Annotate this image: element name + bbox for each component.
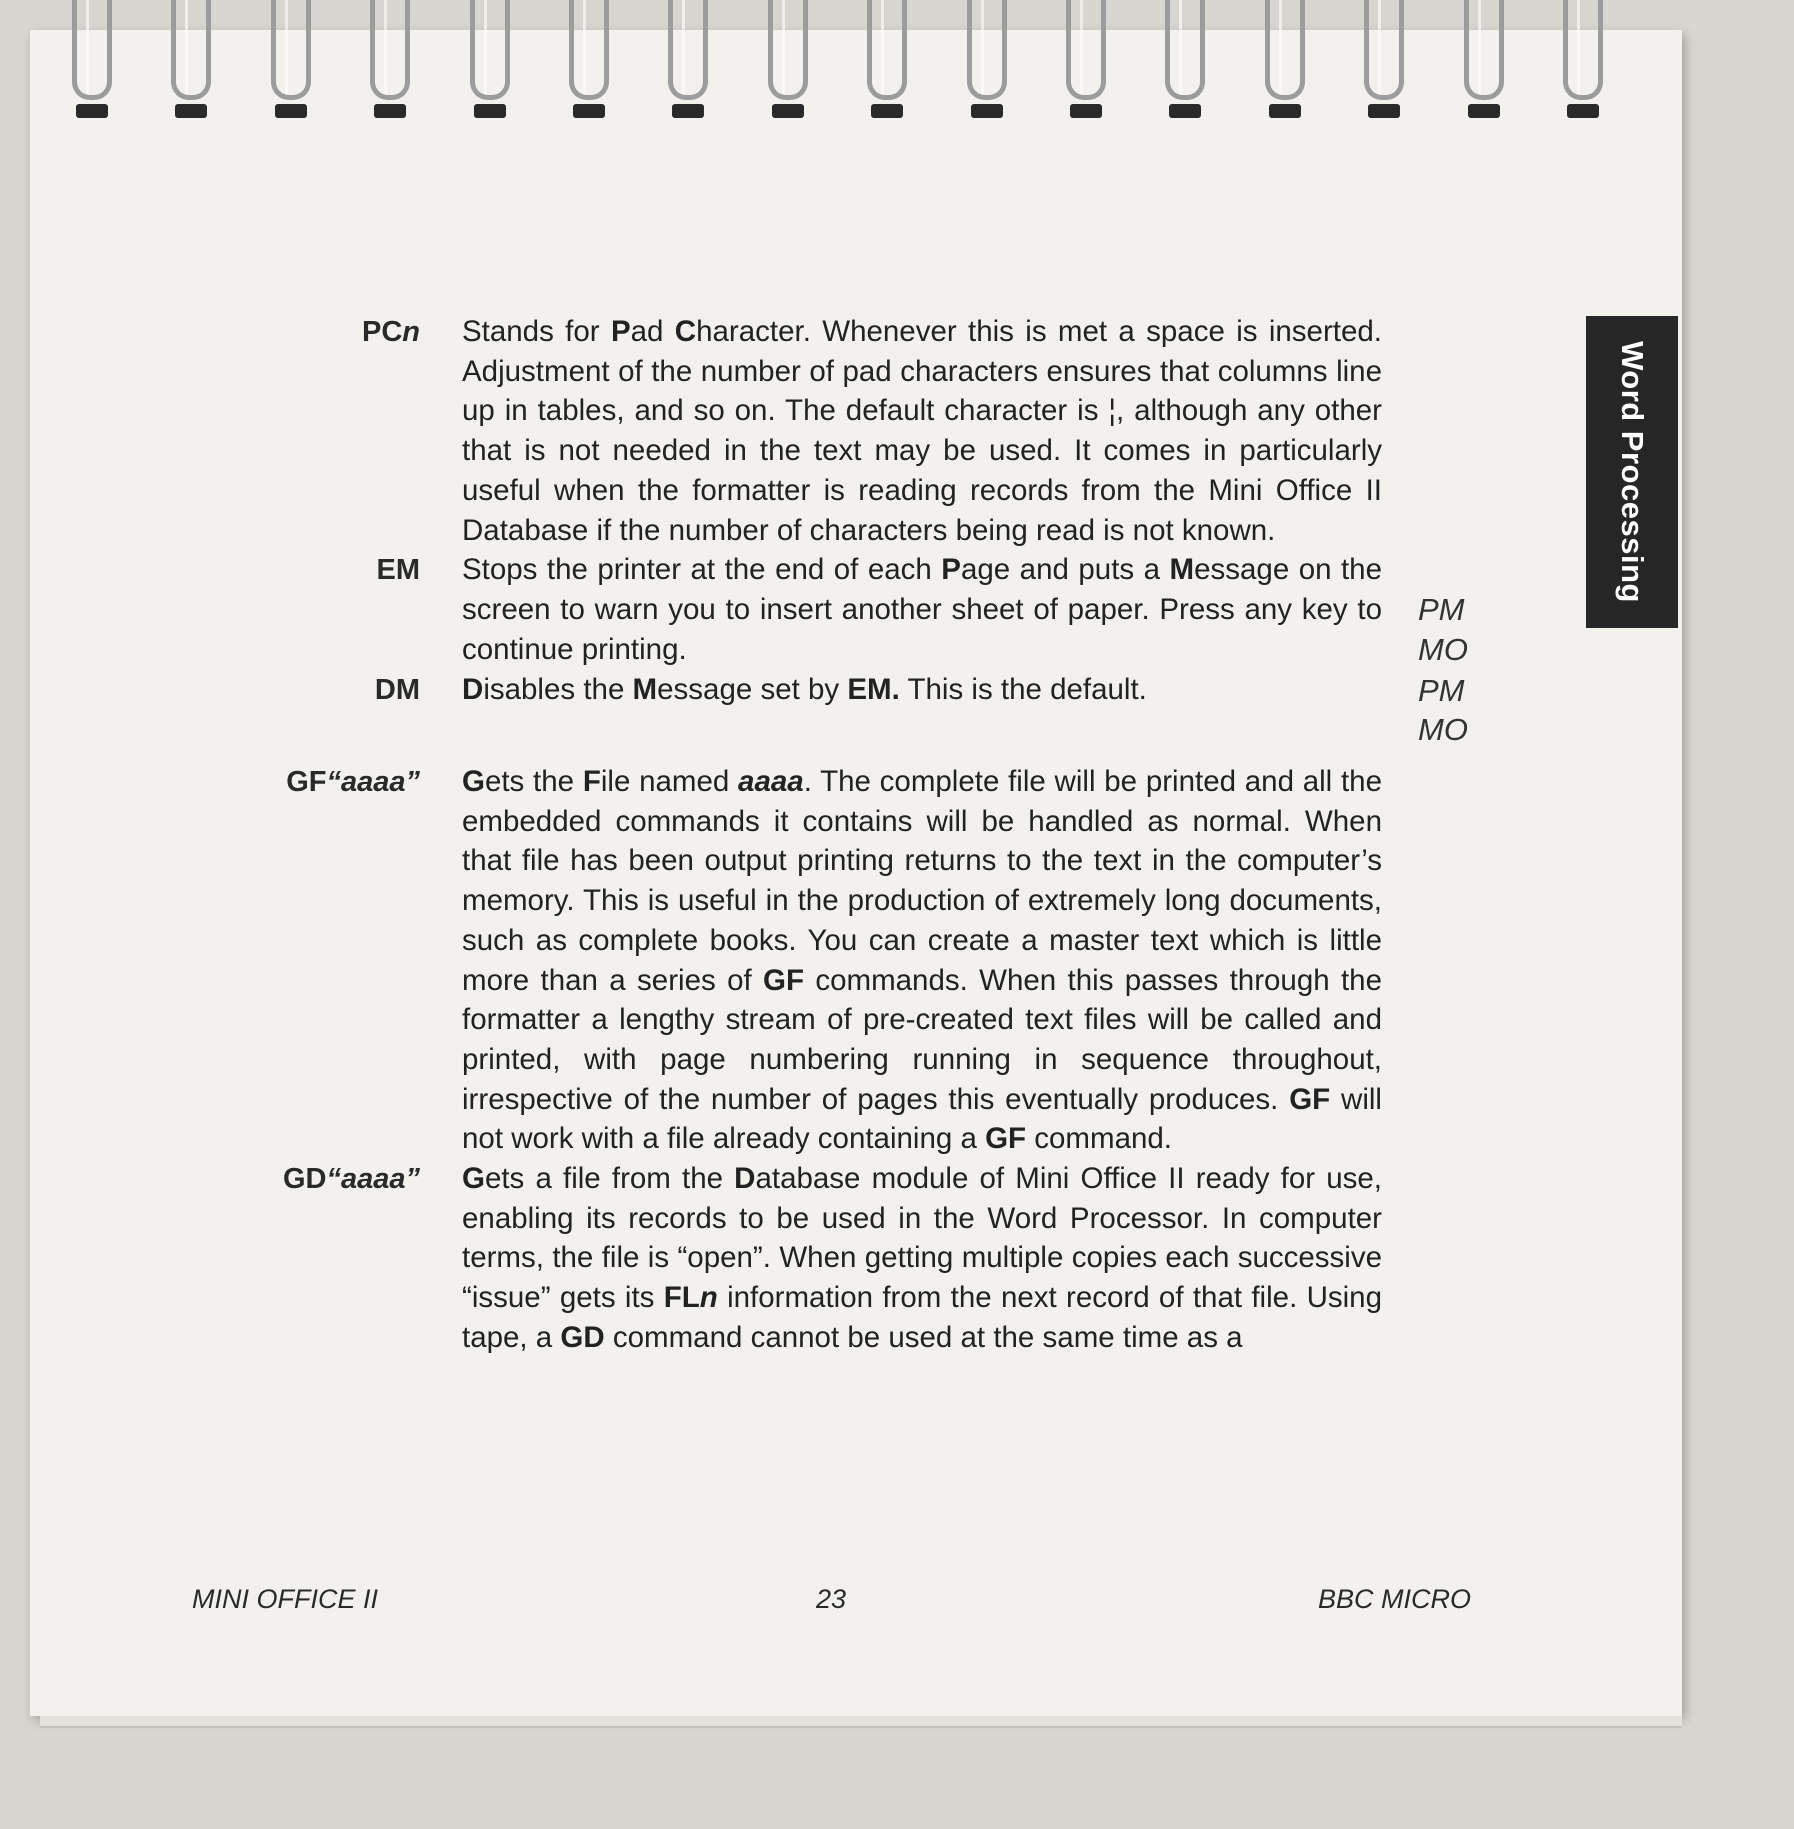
emphasis-run: GF — [1289, 1082, 1331, 1116]
emphasis-run: GF — [985, 1122, 1027, 1156]
emphasis-run: M — [1169, 553, 1195, 587]
emphasis-run: “aaaa” — [326, 1163, 420, 1196]
entry-gd — [150, 1159, 1500, 1358]
command-description — [462, 550, 1382, 669]
emphasis-run: FL — [663, 1281, 700, 1315]
margin-note-pm: PM — [1418, 672, 1465, 708]
margin-note-mo: MO — [1418, 631, 1468, 667]
margin-notes — [1382, 670, 1500, 750]
emphasis-run: D — [734, 1162, 756, 1196]
entry-em — [150, 550, 1500, 669]
text-run: commands. When this passes through the formatter a lengthy stream of pre-created text files will be called and printed, with page numbering running in sequence throughout, irrespective of the number of pages this eventually produces. — [462, 963, 1382, 1116]
emphasis-run: G — [462, 765, 485, 799]
text-run: ile named — [600, 765, 739, 799]
text-run: essage set by — [657, 672, 848, 706]
text-run: Stops the printer at the end of each — [462, 553, 942, 587]
entry-gf — [150, 762, 1500, 1159]
text-run: essage on the screen to warn you to insert another sheet of paper. Press any key to continue printing. — [462, 553, 1382, 666]
command-name — [150, 670, 462, 750]
spiral-ring — [1064, 0, 1108, 124]
text-run: isables the — [483, 672, 633, 706]
spiral-ring — [70, 0, 114, 124]
margin-notes — [1382, 312, 1500, 550]
text-run: ets a file from the — [484, 1162, 735, 1196]
spiral-ring — [1263, 0, 1307, 124]
text-run: ets the — [484, 765, 583, 799]
emphasis-run: EM — [376, 554, 420, 587]
command-name — [150, 1159, 462, 1358]
emphasis-run: D — [462, 672, 484, 706]
text-run: Stands for — [462, 315, 611, 348]
text-run: atabase module of Mini Office II ready for use, enabling its records to be used in the Word Processor. In computer terms, the file is “open”. When getting multiple copies each successive “issue” gets its — [462, 1162, 1382, 1315]
entry-pc — [150, 312, 1500, 550]
margin-notes — [1382, 550, 1500, 669]
command-description — [462, 1159, 1382, 1358]
spiral-ring — [1561, 0, 1605, 124]
emphasis-run: P — [610, 315, 631, 348]
spiral-ring — [1362, 0, 1406, 124]
spiral-ring — [567, 0, 611, 124]
emphasis-run: GF — [763, 963, 804, 997]
footer-platform: BBC MICRO — [1318, 1584, 1472, 1614]
emphasis-run: M — [632, 672, 658, 706]
text-run: information from the next record of that file. Using tape, a — [462, 1281, 1382, 1354]
spiral-ring — [468, 0, 512, 124]
emphasis-run: GD — [282, 1163, 327, 1196]
spiral-ring — [1163, 0, 1207, 124]
text-run: command cannot be used at the same time as a — [604, 1320, 1243, 1354]
emphasis-run: PC — [361, 316, 403, 348]
spiral-ring — [965, 0, 1009, 124]
command-name — [150, 762, 462, 1159]
emphasis-run: n — [402, 316, 420, 348]
emphasis-run: P — [941, 553, 961, 587]
entry-dm — [150, 670, 1500, 750]
emphasis-run: F — [582, 765, 601, 799]
emphasis-run: GD — [560, 1320, 605, 1354]
page-stack-edge — [40, 1716, 1682, 1728]
spiral-binding — [40, 0, 1660, 124]
text-run: ad — [630, 315, 675, 348]
margin-note-mo: MO — [1418, 712, 1468, 748]
command-list — [150, 312, 1500, 1358]
text-run: age and puts a — [960, 553, 1170, 587]
section-tab-label: Word Processing — [1615, 341, 1650, 603]
margin-note-pm: PM — [1418, 592, 1465, 628]
emphasis-run: n — [699, 1281, 718, 1315]
margin-notes — [1382, 762, 1500, 1159]
spiral-ring — [368, 0, 412, 124]
spiral-ring — [269, 0, 313, 124]
text-run: haracter. Whenever this is met a space is inserted. Adjustment of the number of pad characters ensures that columns line up in tables, and so on. The default character is ¦, although any other that is not needed in the text may be used. It comes in particularly useful when the formatter is reading records from the Mini Office II Database if the number of characters being read is not known. — [462, 315, 1382, 547]
margin-notes — [1382, 1159, 1500, 1358]
text-run: will not work with a file already containing a — [462, 1082, 1382, 1156]
text-run: This is the default. — [899, 672, 1147, 706]
spiral-ring — [666, 0, 710, 124]
emphasis-run: “aaaa” — [326, 766, 420, 799]
command-description — [462, 762, 1382, 1159]
emphasis-run: EM. — [847, 672, 900, 706]
command-name — [150, 550, 462, 669]
text-run: . The complete file will be printed and all the embedded commands it contains will be handled as normal. When that file has been output printing returns to the text in the computer’s memory. This is useful in the production of extremely long documents, such as complete books. You can create a master text which is little more than a series of — [462, 765, 1382, 997]
command-name — [150, 312, 462, 550]
emphasis-run: C — [674, 315, 697, 348]
spiral-ring — [766, 0, 810, 124]
spiral-ring — [1462, 0, 1506, 124]
command-description — [462, 670, 1382, 750]
footer-product: MINI OFFICE II — [192, 1584, 378, 1614]
spiral-ring — [865, 0, 909, 124]
emphasis-run: DM — [374, 673, 420, 706]
emphasis-run: GF — [286, 766, 327, 799]
page-number: 23 — [816, 1584, 847, 1614]
spiral-ring — [169, 0, 213, 124]
emphasis-run: G — [462, 1162, 485, 1196]
command-description — [462, 312, 1382, 550]
emphasis-run: aaaa — [738, 765, 804, 799]
text-run: command. — [1026, 1122, 1172, 1156]
